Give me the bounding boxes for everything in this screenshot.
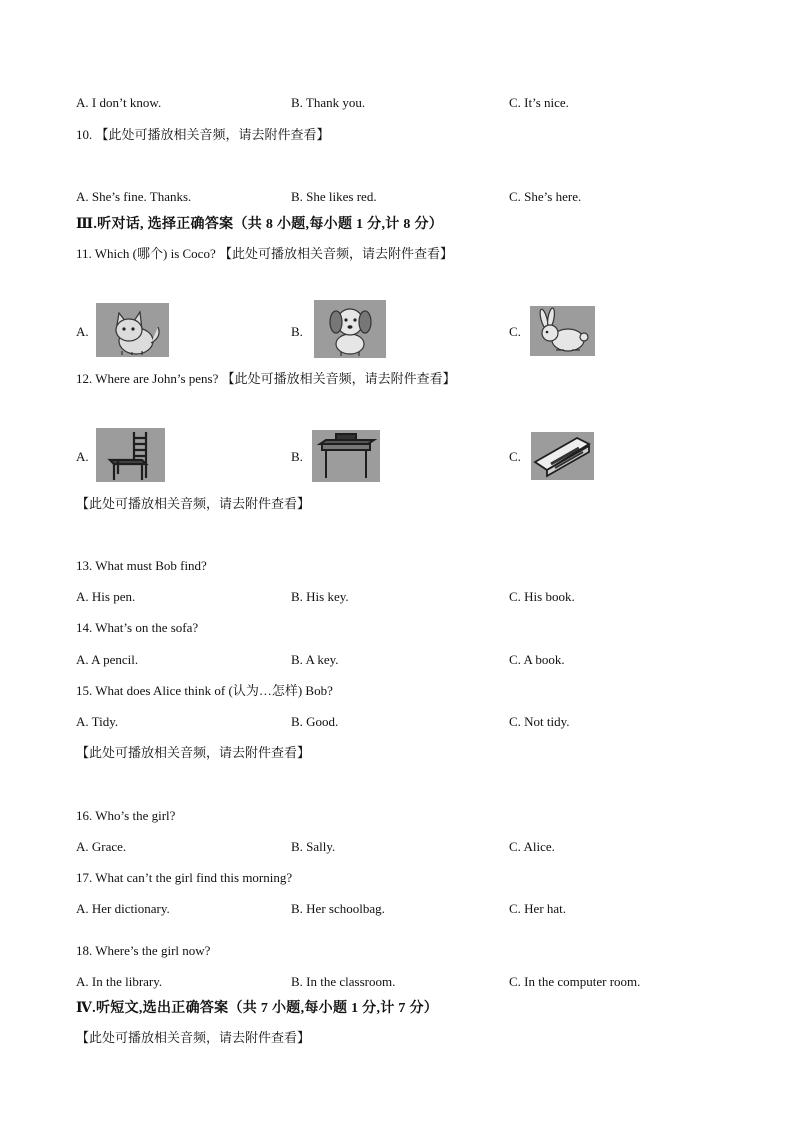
q12-option-a: A. (76, 449, 89, 464)
q13-option-b: B. His key. (291, 589, 349, 604)
q15-stem: 15. What does Alice think of (认为…怎样) Bob? (76, 683, 333, 698)
q12-option-c: C. (509, 449, 521, 464)
q14-option-b: B. A key. (291, 652, 339, 667)
q17-option-c: C. Her hat. (509, 901, 567, 916)
audio-note: 【此处可播放相关音频，请去附件查看】 (76, 745, 311, 760)
q18-option-a: A. In the library. (76, 974, 163, 989)
desk-icon (312, 430, 380, 482)
q11-option-b: B. (291, 324, 303, 339)
q13-option-c: C. His book. (509, 589, 575, 604)
section-3-heading: Ⅲ.听对话, 选择正确答案（共 8 小题,每小题 1 分,计 8 分） (76, 217, 444, 232)
audio-note: 【此处可播放相关音频，请去附件查看】 (76, 496, 311, 511)
rabbit-icon (530, 306, 595, 356)
q11-stem: 11. Which (哪个) is Coco? 【此处可播放相关音频，请去附件查看】 (76, 246, 453, 261)
rabbit-picture (530, 306, 595, 356)
section-4-heading: Ⅳ.听短文,选出正确答案（共 7 小题,每小题 1 分,计 7 分） (76, 1001, 439, 1016)
q9-option-a: A. I don’t know. (76, 95, 162, 110)
q12-option-b: B. (291, 449, 303, 464)
q12-stem: 12. Where are John’s pens? 【此处可播放相关音频，请去附件查看】 (76, 371, 456, 386)
q9-option-c: C. It’s nice. (509, 95, 569, 110)
dog-icon (314, 300, 386, 358)
q11-option-a: A. (76, 324, 89, 339)
q13-option-a: A. His pen. (76, 589, 136, 604)
q11-option-c: C. (509, 324, 521, 339)
q9-option-b: B. Thank you. (291, 95, 366, 110)
q14-option-c: C. A book. (509, 652, 565, 667)
q18-option-c: C. In the computer room. (509, 974, 641, 989)
cat-picture (96, 303, 169, 357)
q18-stem: 18. Where’s the girl now? (76, 943, 211, 958)
q17-option-b: B. Her schoolbag. (291, 901, 385, 916)
q10-option-c: C. She’s here. (509, 189, 582, 204)
q15-option-c: C. Not tidy. (509, 714, 570, 729)
q16-option-b: B. Sally. (291, 839, 336, 854)
pencil-case-picture (531, 432, 594, 480)
q15-option-a: A. Tidy. (76, 714, 119, 729)
desk-picture (312, 430, 380, 482)
q10-option-b: B. She likes red. (291, 189, 377, 204)
chair-icon (96, 428, 165, 482)
q17-option-a: A. Her dictionary. (76, 901, 170, 916)
cat-icon (96, 303, 169, 357)
q16-option-c: C. Alice. (509, 839, 555, 854)
q13-stem: 13. What must Bob find? (76, 558, 207, 573)
q16-stem: 16. Who’s the girl? (76, 808, 176, 823)
q10-option-a: A. She’s fine. Thanks. (76, 189, 192, 204)
q10-stem: 10. 【此处可播放相关音频，请去附件查看】 (76, 127, 330, 142)
q16-option-a: A. Grace. (76, 839, 127, 854)
q14-option-a: A. A pencil. (76, 652, 139, 667)
chair-picture (96, 428, 165, 482)
pencil-case-icon (531, 432, 594, 480)
q18-option-b: B. In the classroom. (291, 974, 396, 989)
q15-option-b: B. Good. (291, 714, 339, 729)
q14-stem: 14. What’s on the sofa? (76, 620, 199, 635)
q17-stem: 17. What can’t the girl find this morning? (76, 870, 293, 885)
audio-note: 【此处可播放相关音频，请去附件查看】 (76, 1030, 311, 1045)
dog-picture (314, 300, 386, 358)
